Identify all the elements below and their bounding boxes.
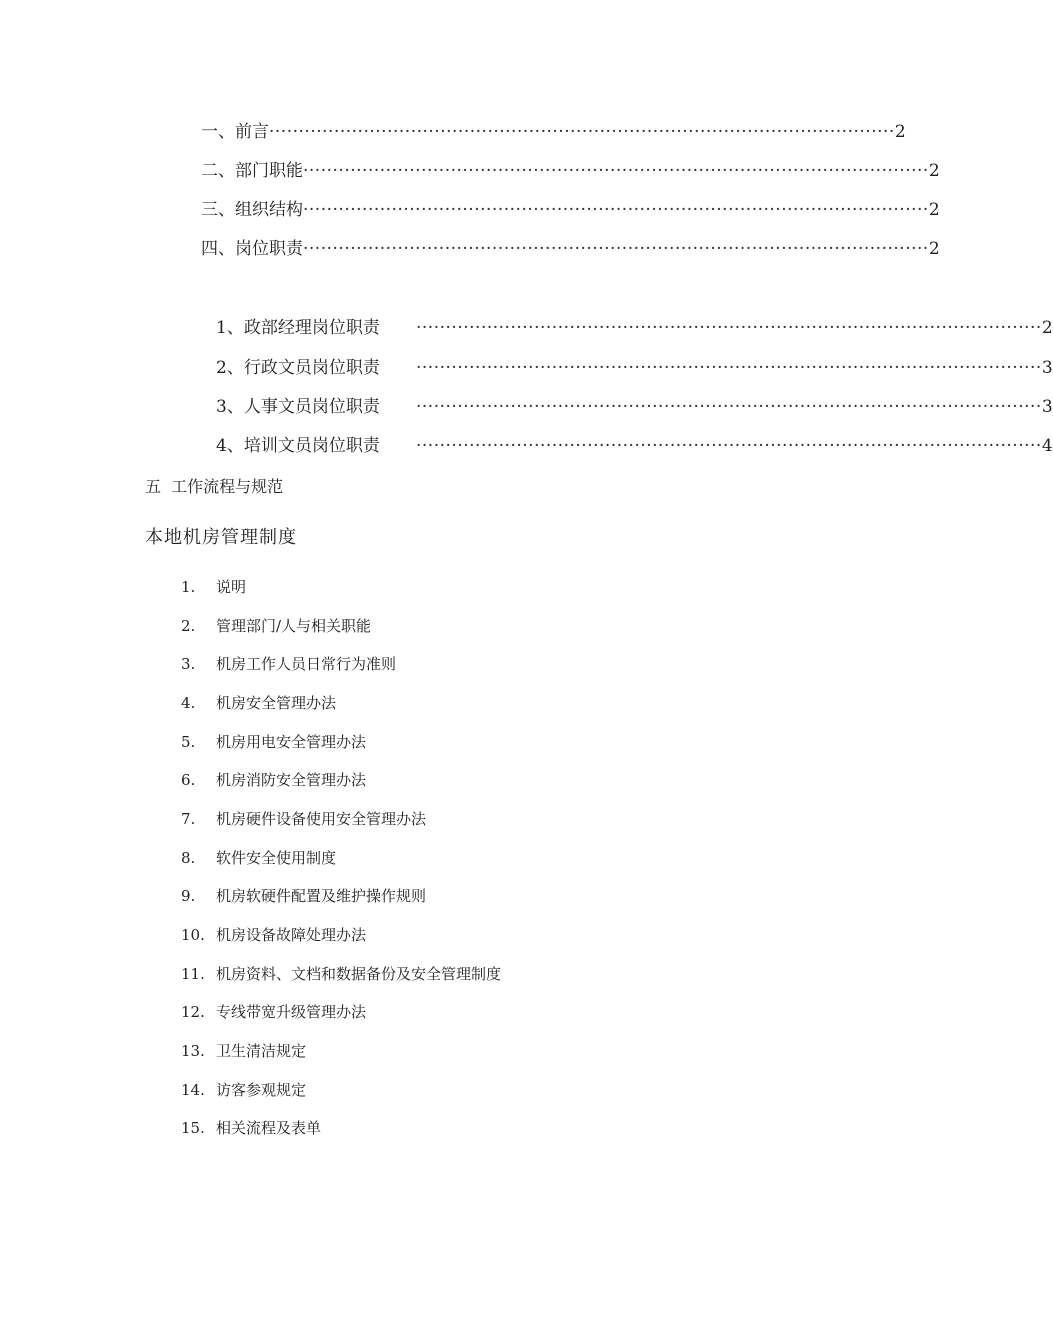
toc-leader-dots: ·········································································································· <box>416 436 1042 456</box>
toc-entry-label: 一、前言 <box>201 122 269 142</box>
toc-leader-dots: ·········································································································· <box>416 397 1042 417</box>
list-item: 8. 软件安全使用制度 <box>181 849 337 867</box>
toc-entry-page: 2 <box>1041 318 1053 338</box>
toc-entry-page: 2 <box>928 161 940 181</box>
toc-entry-org-structure <box>201 199 940 221</box>
toc-leader-dots: ·········································································································· <box>303 239 929 259</box>
toc-entry-label: 三、组织结构 <box>201 200 303 220</box>
toc-entry-department-functions <box>201 160 940 182</box>
list-item: 1. 说明 <box>181 578 247 596</box>
list-item: 15. 相关流程及表单 <box>181 1119 322 1137</box>
toc-sub-entry-3 <box>216 396 1053 418</box>
list-item: 11. 机房资料、文档和数据备份及安全管理制度 <box>181 965 502 983</box>
toc-entry-page: 4 <box>1041 436 1053 456</box>
list-item: 10. 机房设备故障处理办法 <box>181 926 367 944</box>
toc-entry-label: 3、人事文员岗位职责 <box>216 397 380 417</box>
toc-entry-label: 四、岗位职责 <box>201 239 303 259</box>
toc-entry-label: 2、行政文员岗位职责 <box>216 358 380 378</box>
toc-entry-job-duties <box>201 238 940 260</box>
list-item: 6. 机房消防安全管理办法 <box>181 771 367 789</box>
toc-entry-page: 2 <box>928 200 940 220</box>
toc-leader-dots: ·········································································································· <box>303 161 929 181</box>
toc-entry-label: 4、培训文员岗位职责 <box>216 436 380 456</box>
toc-sub-entry-2 <box>216 357 1053 379</box>
list-item: 14. 访客参观规定 <box>181 1081 307 1099</box>
list-item: 3. 机房工作人员日常行为准则 <box>181 655 397 673</box>
toc-entry-label: 1、政部经理岗位职责 <box>216 318 380 338</box>
toc-leader-dots: ·········································································································· <box>416 358 1042 378</box>
list-item: 13. 卫生清洁规定 <box>181 1042 307 1060</box>
list-item: 4. 机房安全管理办法 <box>181 694 337 712</box>
toc-entry-preface <box>201 121 906 143</box>
toc-leader-dots: ·········································································································· <box>303 200 929 220</box>
list-item: 9. 机房软硬件配置及维护操作规则 <box>181 887 427 905</box>
list-item: 2. 管理部门/人与相关职能 <box>181 617 372 635</box>
toc-entry-page: 3 <box>1041 358 1053 378</box>
toc-leader-dots: ·········································································································· <box>416 318 1042 338</box>
list-item: 7. 机房硬件设备使用安全管理办法 <box>181 810 427 828</box>
toc-entry-page: 3 <box>1041 397 1053 417</box>
toc-entry-label: 二、部门职能 <box>201 161 303 181</box>
list-item: 5. 机房用电安全管理办法 <box>181 733 367 751</box>
toc-entry-page: 2 <box>894 122 906 142</box>
toc-leader-dots: ·········································································································· <box>269 122 895 142</box>
section-heading: 五 工作流程与规范 <box>145 477 284 496</box>
toc-sub-entry-1 <box>216 317 1053 339</box>
page-title: 本地机房管理制度 <box>145 527 297 548</box>
list-item: 12. 专线带宽升级管理办法 <box>181 1003 367 1021</box>
toc-sub-entry-4 <box>216 435 1053 457</box>
toc-entry-page: 2 <box>928 239 940 259</box>
